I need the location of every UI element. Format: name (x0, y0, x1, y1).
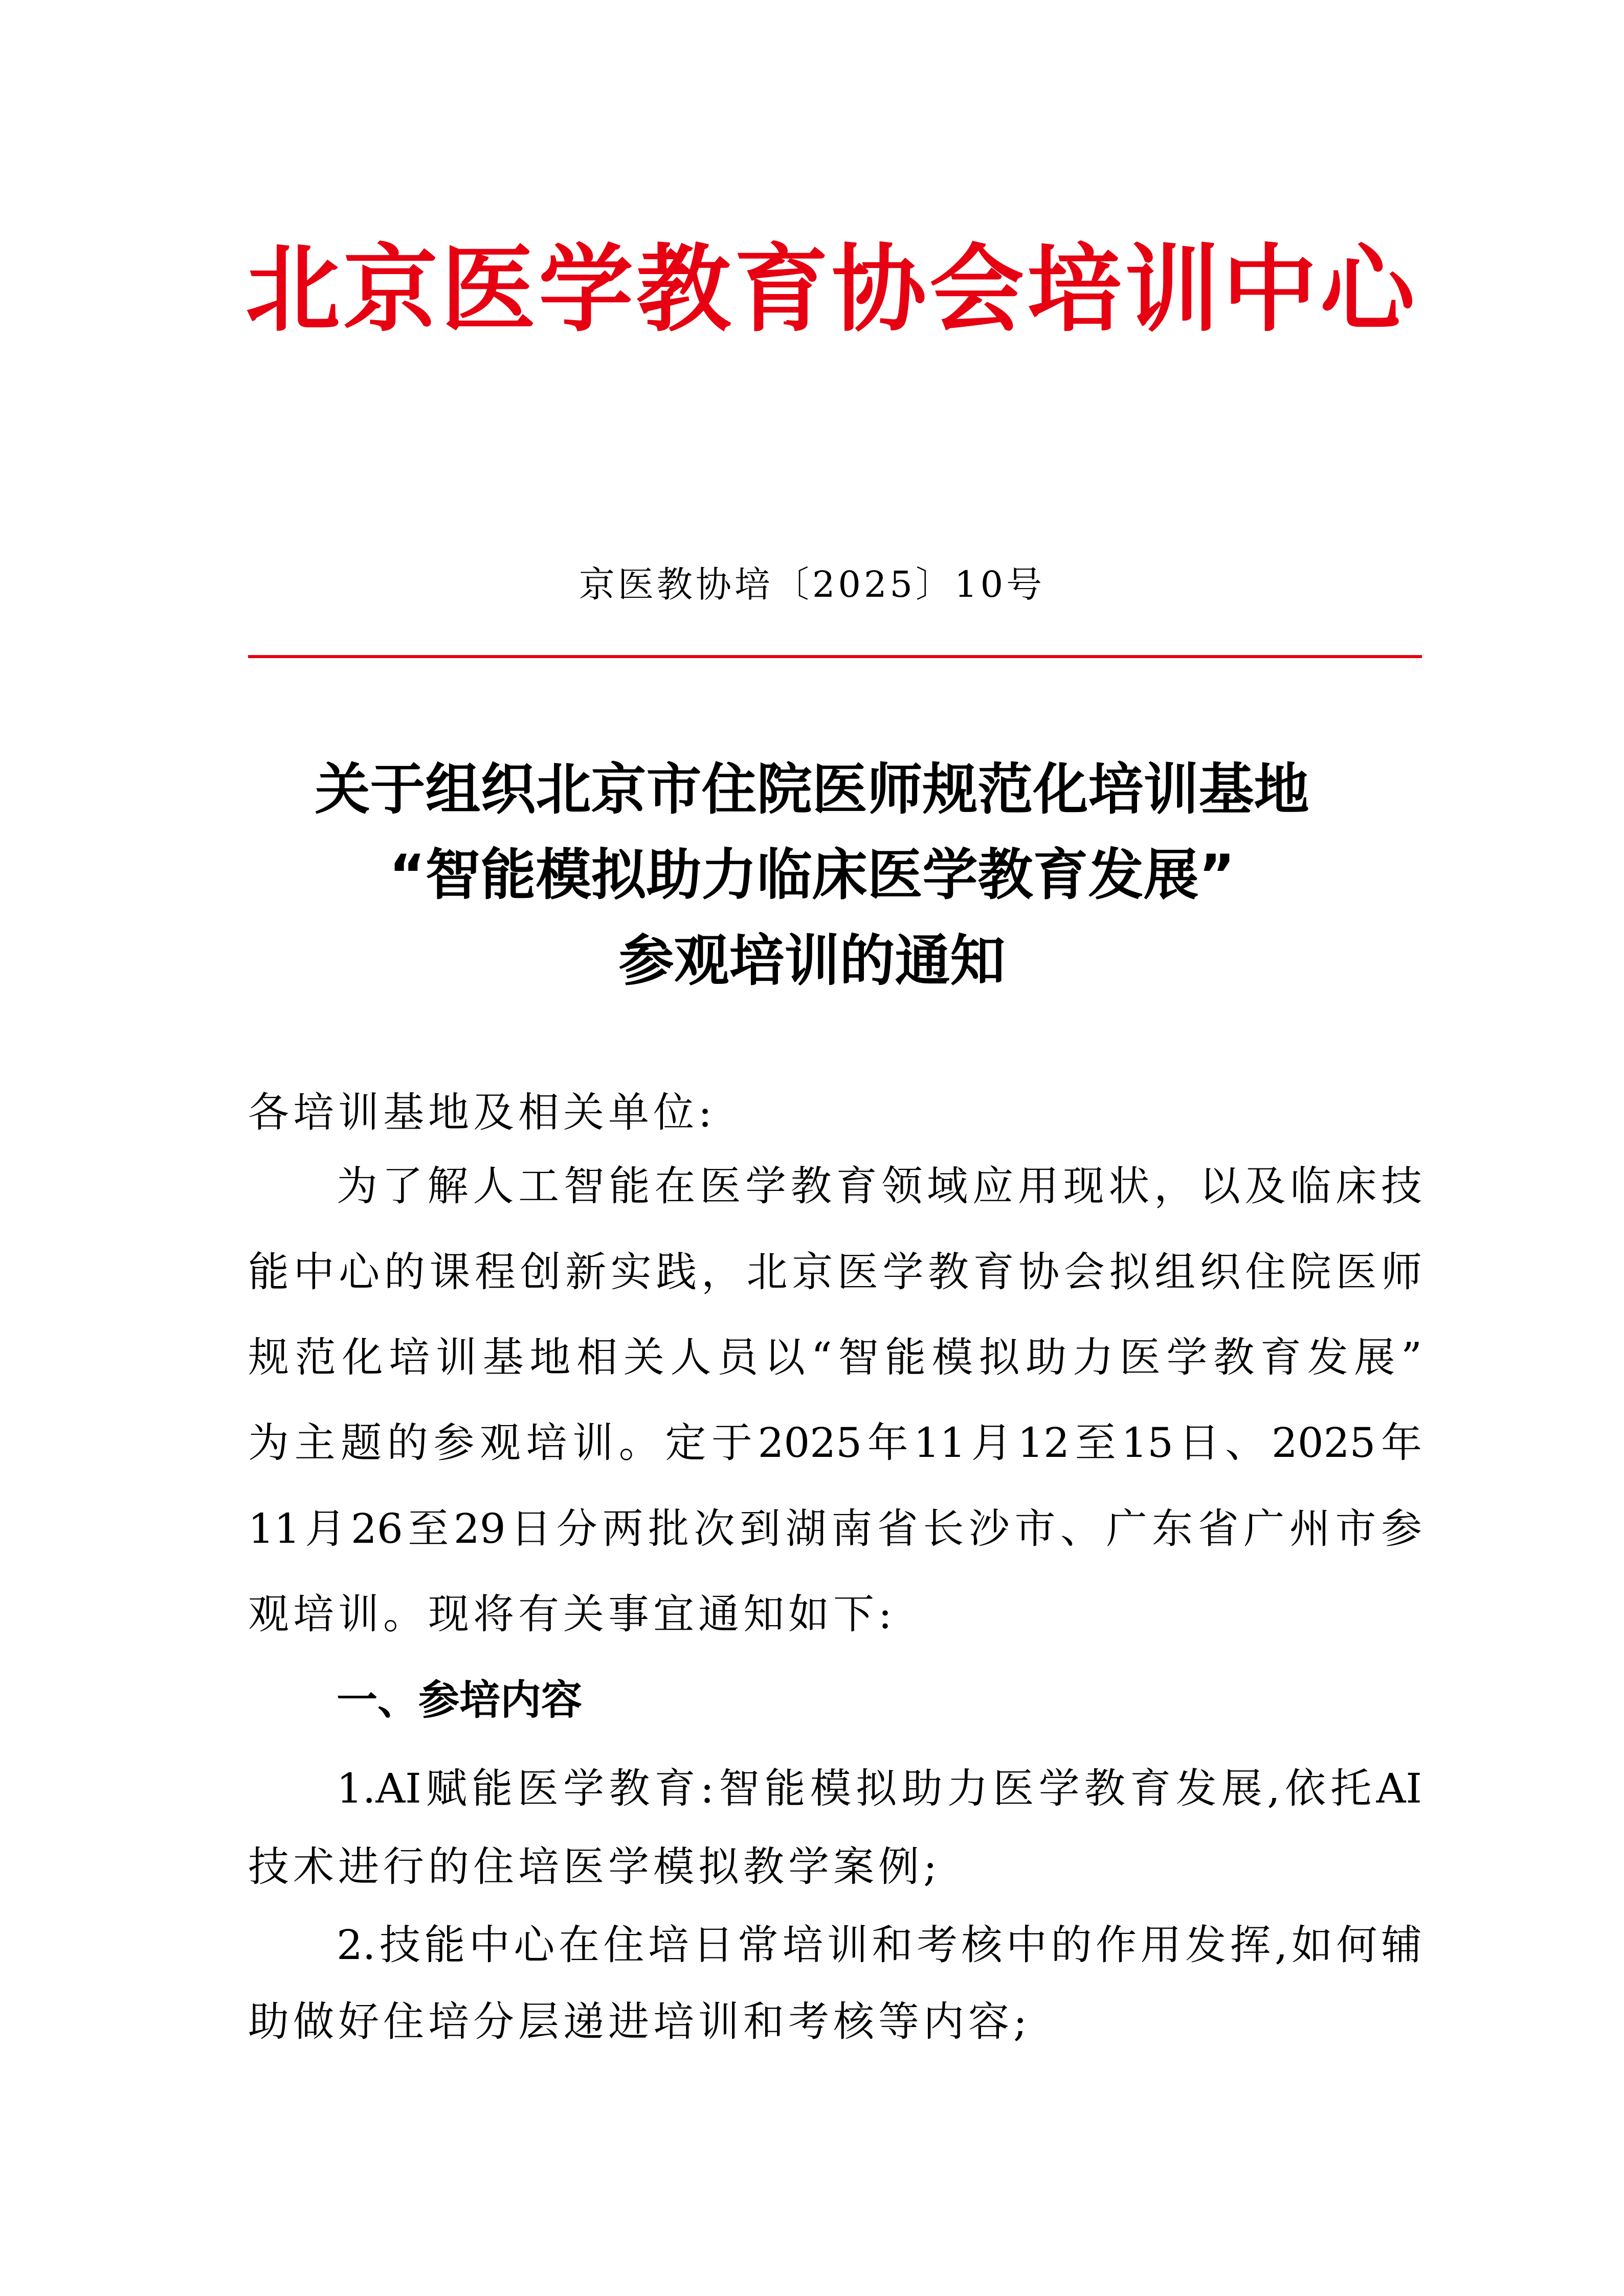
list-item-1-line: 技术进行的住培医学模拟教学案例; (248, 1843, 941, 1890)
paragraph-line: 11月26至29日分两批次到湖南省长沙市、广东省广州市参 (248, 1505, 1422, 1552)
salutation: 各培训基地及相关单位: (248, 1089, 716, 1136)
list-item-2-line: 2.技能中心在住培日常培训和考核中的作用发挥,如何辅 (337, 1921, 1422, 1969)
red-divider (248, 655, 1422, 658)
section-heading: 一、参培内容 (337, 1676, 582, 1724)
list-item-1-line: 1.AI赋能医学教育:智能模拟助力医学教育发展,依托AI (337, 1765, 1422, 1812)
paragraph-line: 能中心的课程创新实践，北京医学教育协会拟组织住院医师 (248, 1248, 1422, 1296)
list-item-2-line: 助做好住培分层递进培训和考核等内容; (248, 1998, 1031, 2045)
organization-header: 北京医学教育协会培训中心 (246, 233, 1417, 345)
title-line-1: 关于组织北京市住院医师规范化培训基地 (315, 758, 1309, 822)
title-line-2: “智能模拟助力临床医学教育发展” (389, 843, 1235, 907)
paragraph-line: 规范化培训基地相关人员以“智能模拟助力医学教育发展” (248, 1334, 1422, 1381)
paragraph-line: 观培训。现将有关事宜通知如下: (248, 1590, 896, 1638)
paragraph-line: 为了解人工智能在医学教育领域应用现状，以及临床技 (337, 1162, 1422, 1210)
paragraph-line: 为主题的参观培训。定于2025年11月12至15日、2025年 (248, 1419, 1422, 1467)
document-number: 京医教协培〔2025〕10号 (579, 564, 1045, 605)
title-line-3: 参观培训的通知 (618, 929, 1006, 993)
